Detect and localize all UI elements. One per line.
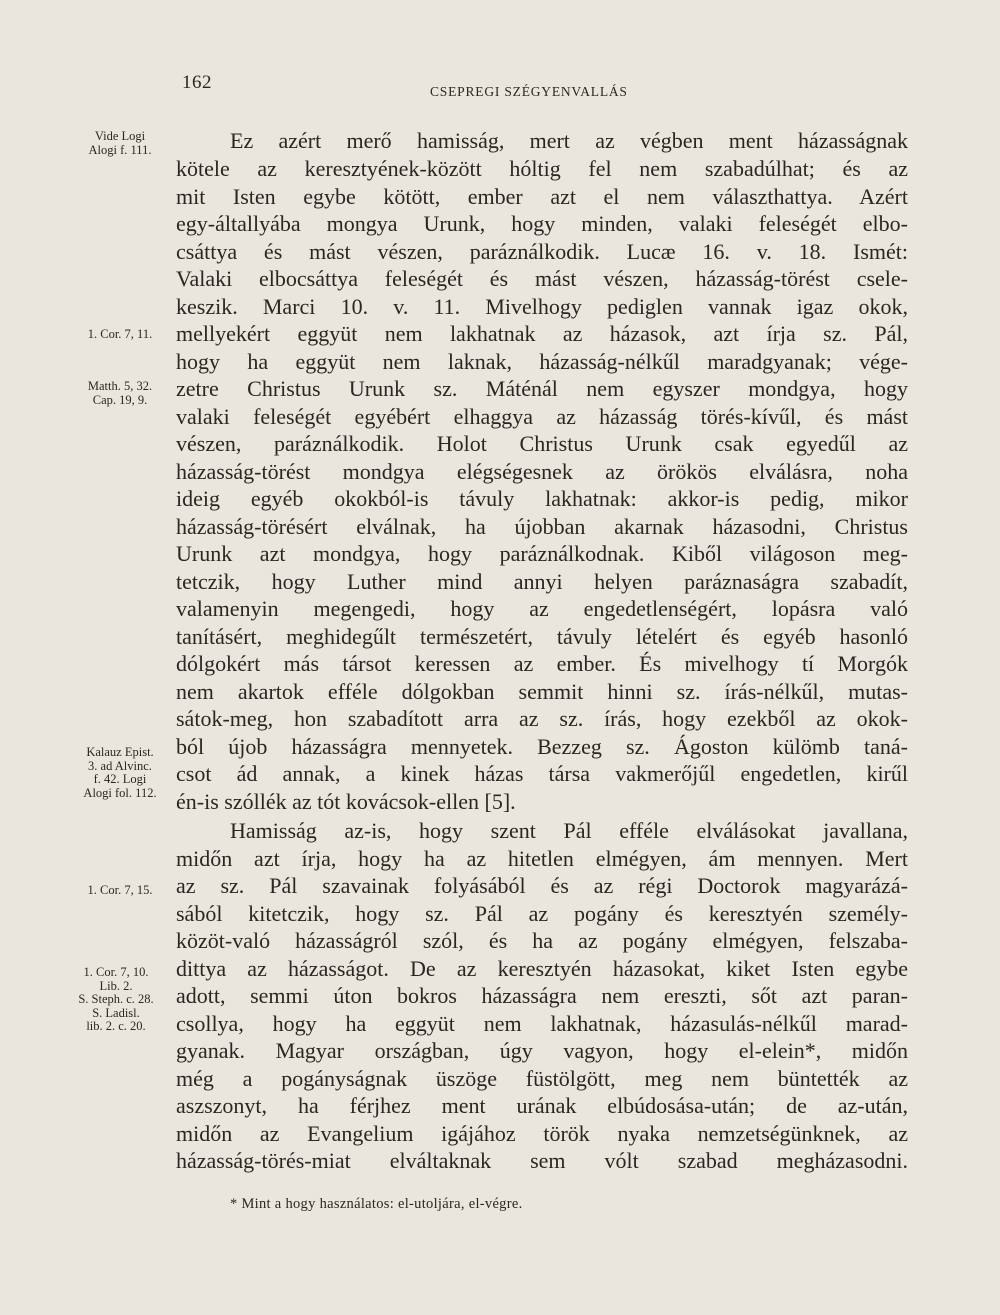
- footnote: * Mint a hogy használatos: el-utoljára, el-végre.: [230, 1196, 523, 1212]
- body-line: keszik. Marci 10. v. 11. Mivelhogy pediglen vannak igaz okok,: [176, 294, 908, 319]
- body-line: ból újob házasságra mennyetek. Bezzeg sz. Ágoston külömb taná-: [176, 734, 908, 759]
- body-line: tetczik, hogy Luther mind annyi helyen paráznaságra szabadít,: [176, 569, 908, 594]
- body-line: egy-általlyába mongya Urunk, hogy minden, valaki feleségét elbo-: [176, 211, 908, 236]
- body-line: mellyekért eggyüt nem lakhatnak az házasok, azt írja sz. Pál,: [176, 321, 908, 346]
- body-line: kötele az keresztyének-között hóltig fel nem szabadúlhat; és az: [176, 156, 908, 181]
- body-line: még a pogányságnak üszöge füstölgött, meg nem büntették az: [176, 1066, 908, 1091]
- body-line: zetre Christus Urunk sz. Máténál nem egyszer mondgya, hogy: [176, 376, 908, 401]
- body-line: adott, semmi úton bokros házasságra nem ereszti, sőt azt paran-: [176, 983, 908, 1008]
- margin-note: 1. Cor. 7, 11.: [87, 327, 153, 341]
- margin-note: 1. Cor. 7, 15.: [87, 883, 153, 897]
- body-line: valamenyin megengedi, hogy az engedetlenségért, lopásra való: [176, 596, 908, 621]
- body-line: Hamisság az-is, hogy szent Pál efféle elválásokat javallana,: [230, 818, 908, 843]
- body-line: midőn azt írja, hogy ha az hitetlen elmégyen, ám mennyen. Mert: [176, 846, 908, 871]
- body-line: nem akartok efféle dólgokban semmit hinni sz. írás-nélkűl, mutas-: [176, 679, 908, 704]
- margin-note: Vide Logi Alogi f. 111.: [88, 129, 152, 157]
- body-line: mit Isten egybe kötött, ember azt el nem választhattya. Azért: [176, 184, 908, 209]
- body-line: sátok-meg, hon szabadított arra az sz. írás, hogy ezekből az okok-: [176, 706, 908, 731]
- page-number: 162: [182, 72, 212, 93]
- body-line: házasság-törésért elválnak, ha újobban akarnak házasodni, Christus: [176, 514, 908, 539]
- margin-note: Matth. 5, 32. Cap. 19, 9.: [87, 379, 153, 407]
- body-line: csot ád annak, a kinek házas társa vakmerőjűl engedetlen, kirűl: [176, 761, 908, 786]
- body-line: Ez azért merő hamisság, mert az végben ment házasságnak: [230, 128, 908, 153]
- body-line: sából kitetczik, hogy sz. Pál az pogány és keresztyén személy-: [176, 901, 908, 926]
- body-line: csáttya és mást vészen, paráználkodik. Lucæ 16. v. 18. Ismét:: [176, 239, 908, 264]
- body-line: valaki feleségét egyébért elhaggya az házasság törés-kívűl, és mást: [176, 404, 908, 429]
- body-line: házasság-törés-miat elváltaknak sem vólt szabad megházasodni.: [176, 1148, 908, 1173]
- body-line: Urunk azt mondgya, hogy paráználkodnak. Kiből világoson meg-: [176, 541, 908, 566]
- body-line: hogy ha eggyüt nem laknak, házasság-nélkűl maradgyanak; vége-: [176, 349, 908, 374]
- margin-note: Kalauz Epist. 3. ad Alvinc. f. 42. Logi Alogi fol. 112.: [83, 745, 157, 800]
- body-line: csollya, hogy ha eggyüt nem lakhatnak, házasulás-nélkűl marad-: [176, 1011, 908, 1036]
- body-line: dittya az házasságot. De az keresztyén házasokat, kiket Isten egybe: [176, 956, 908, 981]
- body-line: az sz. Pál szavainak folyásából és az régi Doctorok magyarázá-: [176, 873, 908, 898]
- body-line: gyanak. Magyar országban, úgy vagyon, hogy el-elein*, midőn: [176, 1038, 908, 1063]
- body-line: én-is szóllék az tót kovácsok-ellen [5].: [176, 789, 516, 814]
- running-title: CSEPREGI SZÉGYENVALLÁS: [430, 84, 628, 99]
- body-line: ideig egyéb okokból-is távuly lakhatnak: akkor-is pedig, mikor: [176, 486, 908, 511]
- body-line: Valaki elbocsáttya feleségét és mást vészen, házasság-törést csele-: [176, 266, 908, 291]
- margin-note: 1. Cor. 7, 10. Lib. 2. S. Steph. c. 28. S. Ladisl. lib. 2. c. 20.: [78, 965, 154, 1033]
- body-line: midőn az Evangelium igájához török nyaka nemzetségünknek, az: [176, 1121, 908, 1146]
- body-line: házasság-törést mondgya elégségesnek az örökös elválásra, noha: [176, 459, 908, 484]
- body-line: közöt-való házasságról szól, és ha az pogány elmégyen, felszaba-: [176, 928, 908, 953]
- body-line: tanításért, meghidegűlt természetért, távuly lételért és egyéb hasonló: [176, 624, 908, 649]
- body-line: aszszonyt, ha férjhez ment urának elbúdosása-után; de az-után,: [176, 1093, 908, 1118]
- body-line: vészen, paráználkodik. Holot Christus Urunk csak egyedűl az: [176, 431, 908, 456]
- body-line: dólgokért más társot keressen az ember. És mivelhogy tí Morgók: [176, 651, 908, 676]
